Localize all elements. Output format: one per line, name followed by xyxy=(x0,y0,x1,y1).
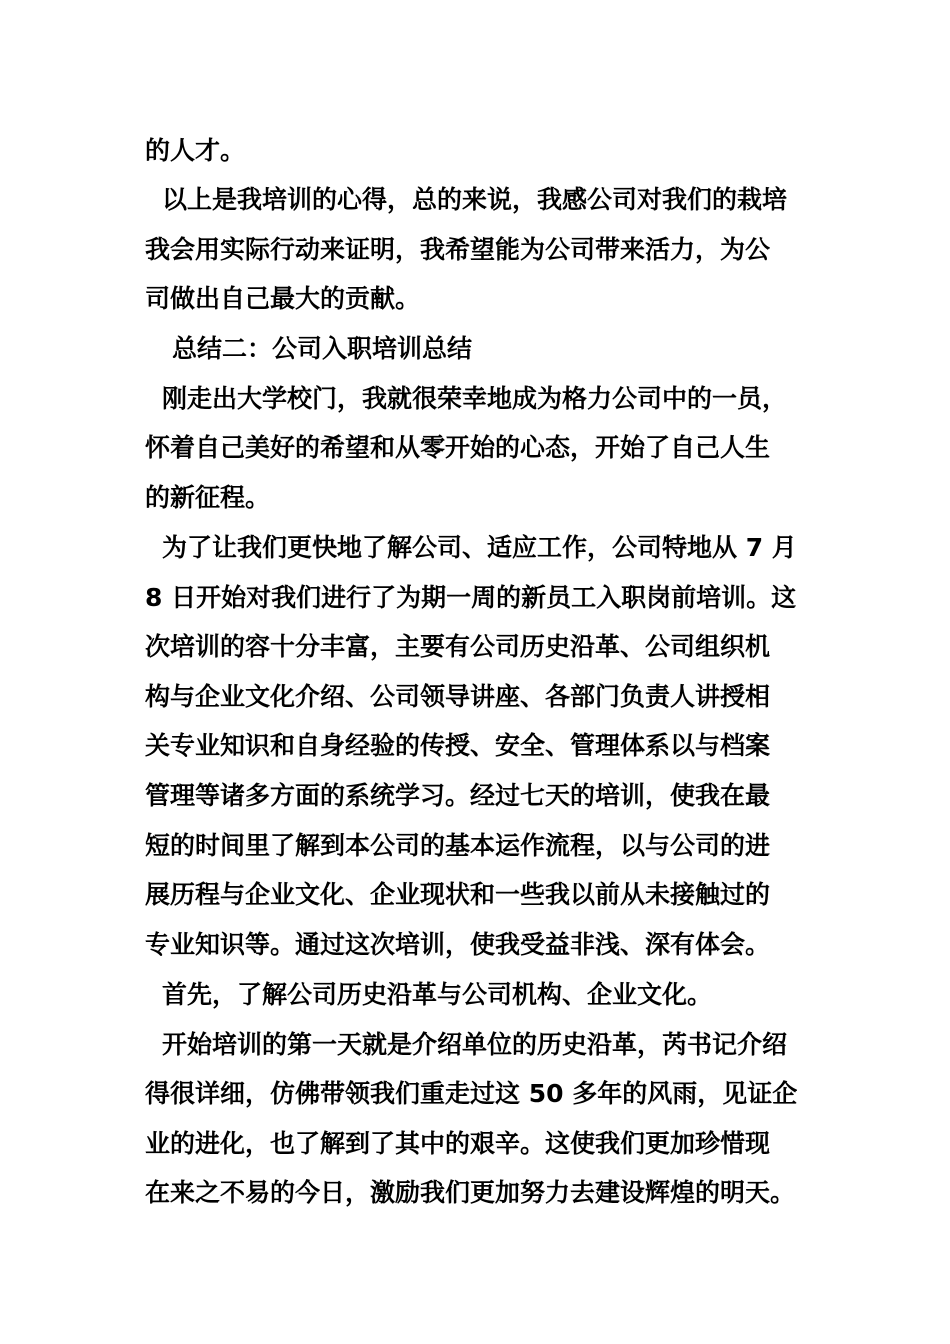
paragraph-line: 以上是我培训的心得，总的来说，我感公司对我们的栽培 xyxy=(162,185,788,214)
text-line: 关专业知识和自身经验的传授、安全、管理体系以与档案 xyxy=(145,731,771,760)
section-heading: 总结二：公司入职培训总结 xyxy=(172,334,473,363)
text-line: 得很详细，仿佛带领我们重走过这 50 多年的风雨，见证企 xyxy=(145,1079,798,1108)
text-line: 构与企业文化介绍、公司领导讲座、各部门负责人讲授相 xyxy=(145,682,771,711)
text-line: 在来之不易的今日，激励我们更加努力去建设辉煌的明天。 xyxy=(145,1178,796,1207)
text-line: 8 日开始对我们进行了为期一周的新员工入职岗前培训。这 xyxy=(145,583,797,612)
paragraph-line: 开始培训的第一天就是介绍单位的历史沿革，芮书记介绍 xyxy=(162,1030,788,1059)
text-line: 怀着自己美好的希望和从零开始的心态，开始了自己人生 xyxy=(145,433,771,462)
text-line: 管理等诸多方面的系统学习。经过七天的培训，使我在最 xyxy=(145,781,771,810)
text-line: 展历程与企业文化、企业现状和一些我以前从未接触过的 xyxy=(145,880,771,909)
paragraph-line: 刚走出大学校门，我就很荣幸地成为格力公司中的一员， xyxy=(162,384,788,413)
text-line: 次培训的容十分丰富，主要有公司历史沿革、公司组织机 xyxy=(145,632,771,661)
text-line: 短的时间里了解到本公司的基本运作流程，以与公司的进 xyxy=(145,831,771,860)
paragraph-line: 为了让我们更快地了解公司、适应工作，公司特地从 7 月 xyxy=(162,533,797,562)
text-line: 业的进化，也了解到了其中的艰辛。这使我们更加珍惜现 xyxy=(145,1129,771,1158)
paragraph-line: 首先，了解公司历史沿革与公司机构、企业文化。 xyxy=(162,980,713,1009)
text-line: 司做出自己最大的贡献。 xyxy=(145,284,421,313)
text-line: 专业知识等。通过这次培训，使我受益非浅、深有体会。 xyxy=(145,930,771,959)
text-line: 的人才。 xyxy=(145,136,246,165)
text-line: 我会用实际行动来证明，我希望能为公司带来活力，为公 xyxy=(145,235,771,264)
text-line: 的新征程。 xyxy=(145,483,271,512)
